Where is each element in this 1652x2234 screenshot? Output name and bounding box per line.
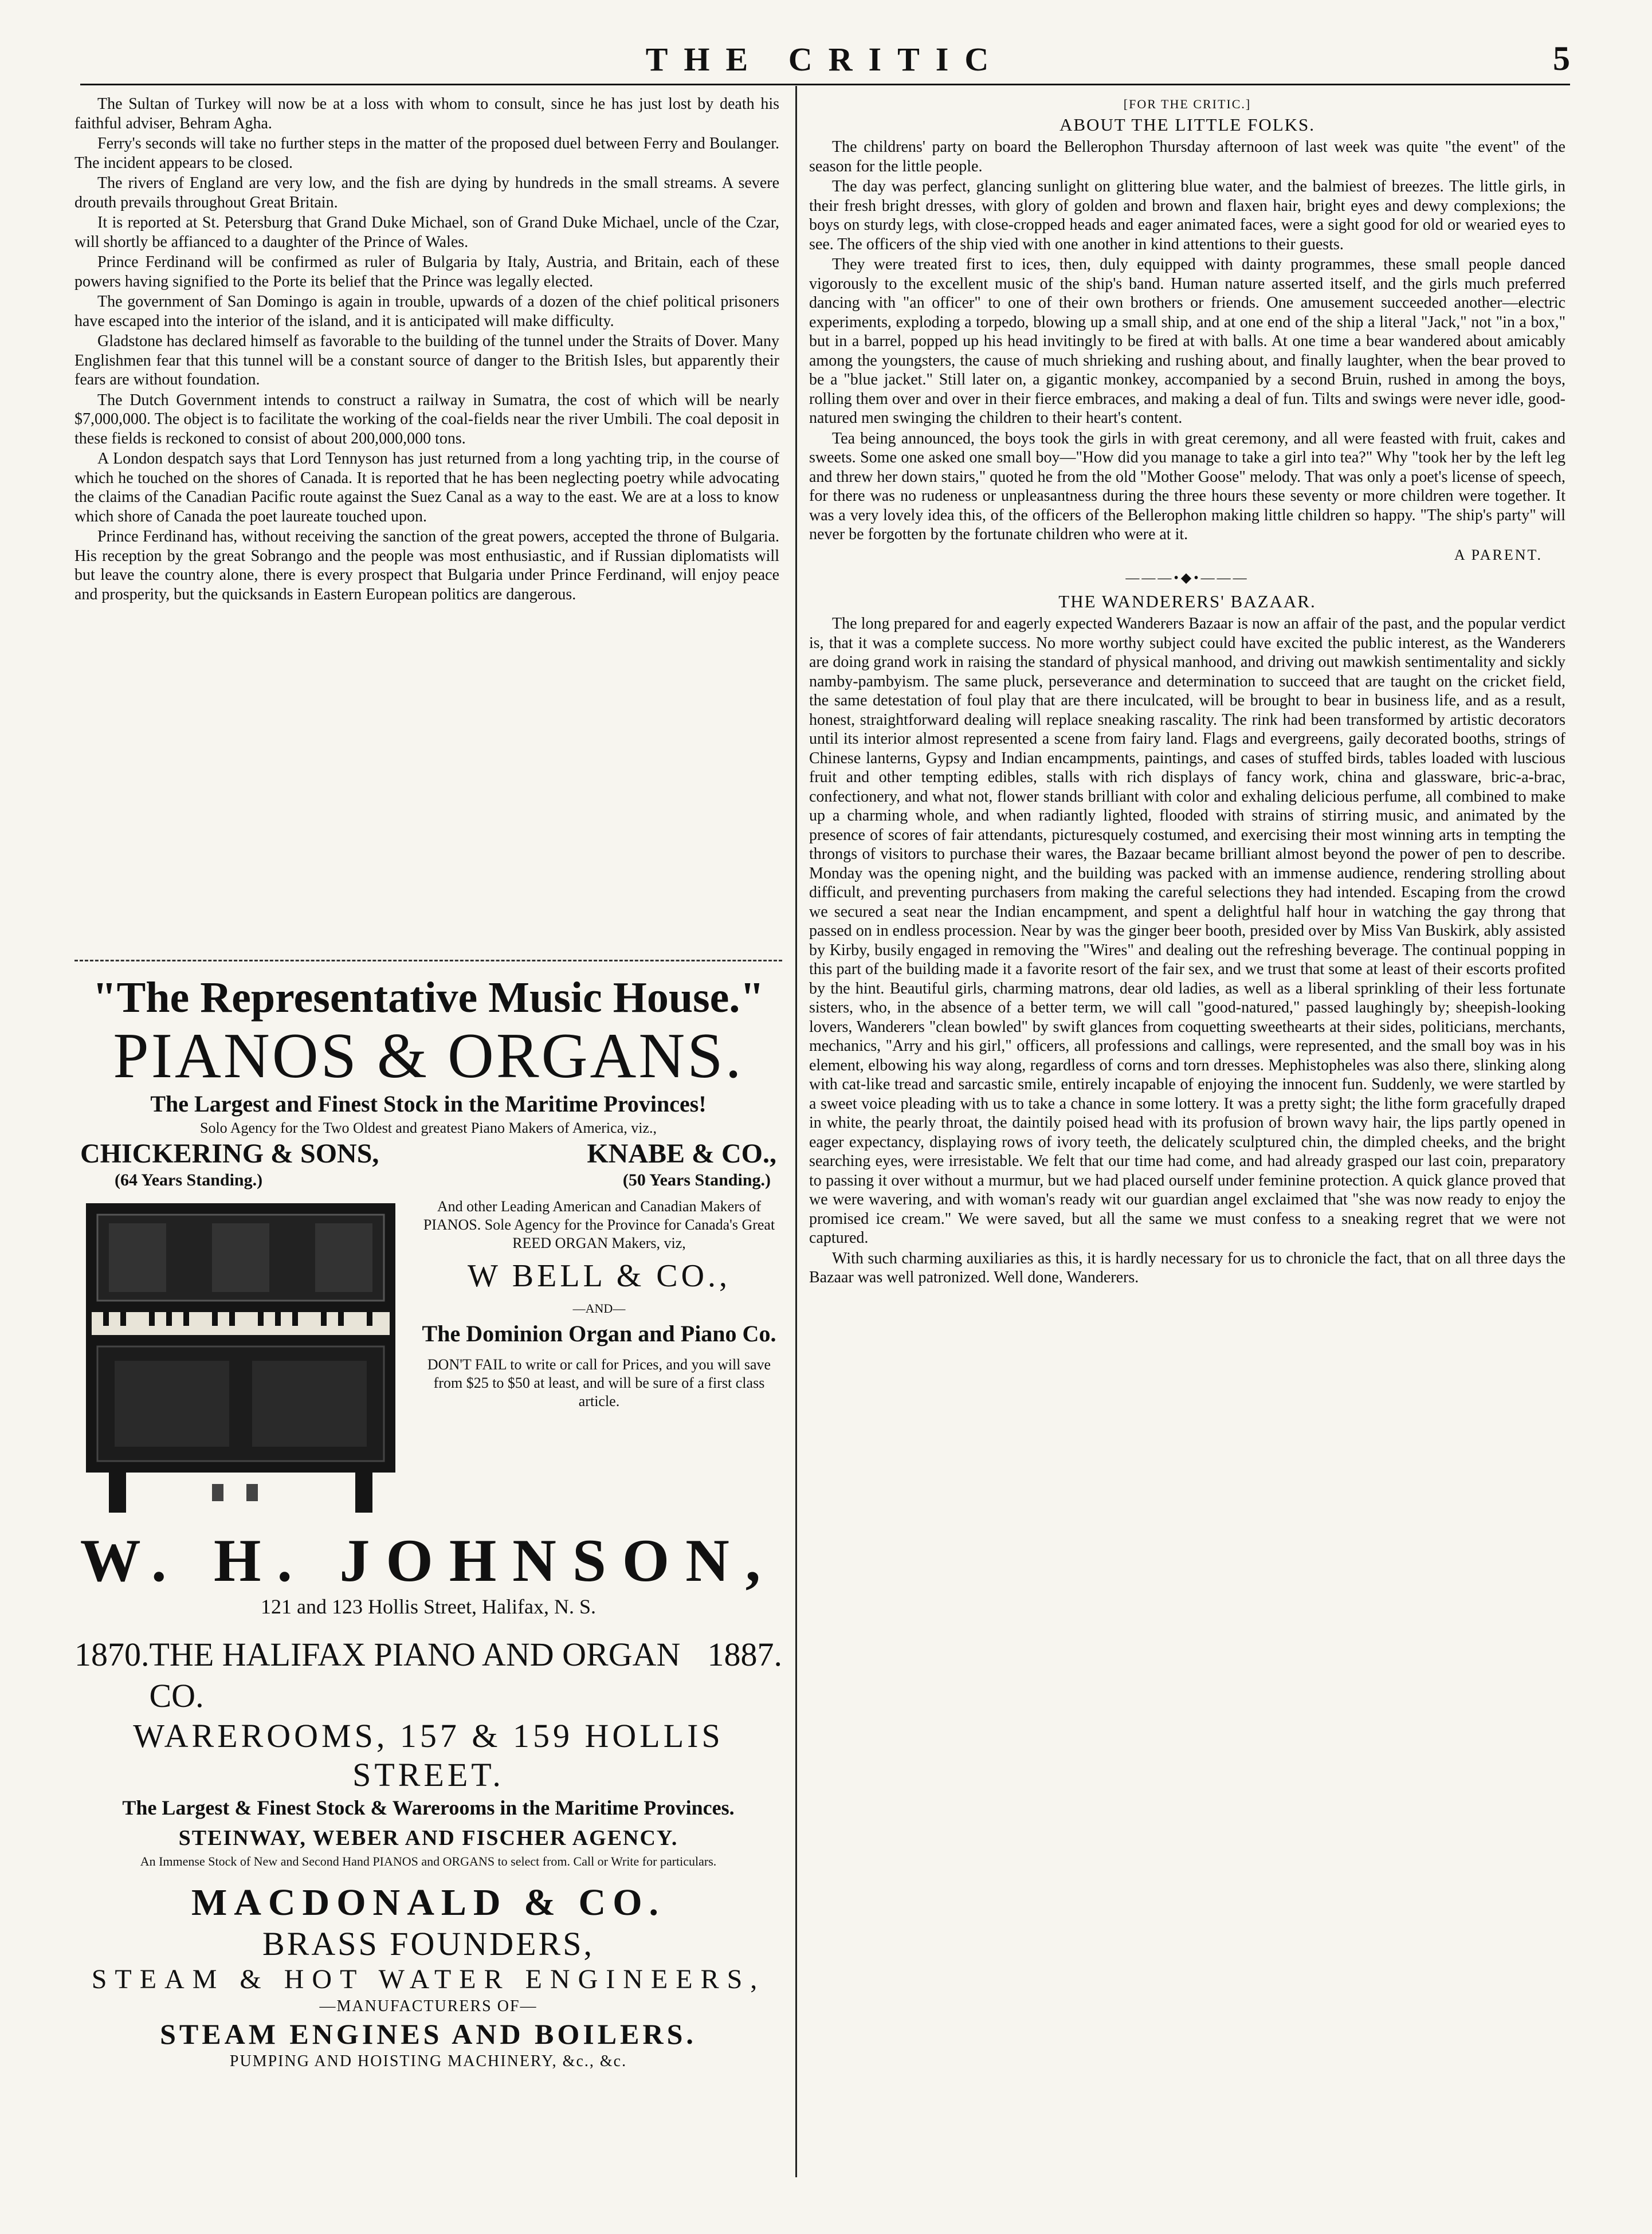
little-folks-signature: A PARENT.: [1454, 546, 1543, 563]
ad-pianos-organs: PIANOS & ORGANS.: [113, 1020, 744, 1092]
news-paragraph: Prince Ferdinand will be confirmed as ruler of Bulgaria by Italy, Austria, and Britain, each of these powers having signified to the Porte its belief that the Prince was legally elected.: [74, 253, 779, 290]
little-folks-title: ABOUT THE LITTLE FOLKS.: [1059, 114, 1316, 135]
ad-immense-stock: An Immense Stock of New and Second Hand PIANOS and ORGANS to select from. Call or Write for particulars.: [140, 1854, 717, 1868]
ad-johnson-name: W. H. JOHNSON,: [80, 1527, 777, 1594]
ad-agency: Solo Agency for the Two Oldest and greatest Piano Makers of America, viz.,: [199, 1120, 657, 1136]
ad-halifax-line: [74, 1634, 782, 1717]
ad-warerooms: WAREROOMS, 157 & 159 HOLLIS STREET.: [133, 1717, 724, 1793]
little-folks-paragraph: The day was perfect, glancing sunlight on glittering blue water, and the balmiest of breezes. The little girls, in their fresh bright dresses, with glory of golden and brown and flaxen hair, bright eyes and dewy complexions; the boys on sturdy legs, with close-cropped heads and eager animated faces, were a sight good for old or wearied eyes to see. The officers of the ship vied with one another in kind attentions to their guests.: [809, 178, 1565, 253]
little-folks-paragraph: The childrens' party on board the Bellerophon Thursday afternoon of last week was quite "the event" of the season for the little people.: [809, 138, 1565, 175]
ad-other-makers: And other Leading American and Canadian Makers of PIANOS. Sole Agency for the Province for Canada's Great REED ORGAN Makers, viz,: [423, 1198, 775, 1251]
right-column: [809, 95, 1565, 1289]
little-folks-paragraph: They were treated first to ices, then, duly equipped with dainty programmes, these small people danced vigorously to the excellent music of the ship's band. Human nature asserted itself, and the girls much preferred dancing with "an officer" to one of their own brothers or friends. One amusement succeeded another—electric experiments, exploding a torpedo, blowing up a small ship, and at one end of the ship a literal "Jack," not "in a box," but in a barrel, popped up his head invitingly to be fired at with balls. At one time a bear wandered about amicably among the youngsters, the cause of much shrieking and rushing about, and finally laughter, when the bear proved to be a "blue jacket." Still later on, a gigantic monkey, accompanied by a second Bruin, rushed in among the boys, rolling them over and over in their fierce embraces, and making a deal of fun. Tilts and swings were never idle, good-natured men swinging the children to their heart's content.: [809, 256, 1565, 427]
little-folks-paragraph: Tea being announced, the boys took the girls in with great ceremony, and all were feasted with fruit, cakes and sweets. Some one asked one small boy—"How did you manage to take a girl into tea?" Why "took her by the left leg and threw her down stairs," quoted he from the old "Mother Goose" melody. That was only a poet's license of speech, for there was no rudeness or unpleasantness during the three hours these seventy or more children were together. It was a very lovely idea this, of the officers of the Bellerophon making little children so happy. "The ship's party" will never be forgotten by the fortunate children who were at it.: [809, 429, 1565, 543]
upright-piano-illustration: [74, 1198, 407, 1518]
ad-middle: [74, 1198, 782, 1518]
ad-steam-engineers: STEAM & HOT WATER ENGINEERS,: [91, 1964, 766, 1994]
little-folks-kicker: [FOR THE CRITIC.]: [1123, 97, 1251, 111]
ad-and: —AND—: [572, 1301, 626, 1316]
ad-makers: [74, 1138, 782, 1170]
ad-largest-warerooms: The Largest & Finest Stock & Warerooms in the Maritime Provinces.: [122, 1796, 735, 1819]
bazaar-title: THE WANDERERS' BAZAAR.: [1058, 591, 1316, 611]
masthead-rule: [80, 84, 1570, 85]
news-briefs-column: [74, 95, 779, 605]
news-paragraph: The rivers of England are very low, and the fish are dying by hundreds in the small streams. A severe drouth prevails throughout Great Britain.: [74, 174, 779, 211]
ad-top-rule: [74, 960, 782, 961]
ad-steinway-agency: STEINWAY, WEBER AND FISCHER AGENCY.: [178, 1826, 678, 1850]
ad-pumping: PUMPING AND HOISTING MACHINERY, &c., &c.: [229, 2052, 627, 2070]
ad-years-knabe: (50 Years Standing.): [622, 1171, 771, 1189]
ad-years: [74, 1170, 782, 1191]
ad-headline: "The Representative Music House.": [92, 973, 764, 1022]
ad-bell-co: W BELL & CO.,: [467, 1258, 731, 1294]
news-paragraph: Prince Ferdinand has, without receiving the sanction of the great powers, accepted the throne of Bulgaria. His reception by the great Sobrango and the people was most enthusiastic, and if Russian diplomatists will but leave the country alone, there is every prospect that Bulgaria under Prince Ferdinand, will enjoy peace and prosperity, but the quicksands in Eastern European politics are dangerous.: [74, 528, 779, 603]
music-house-advertisement: [74, 960, 782, 2174]
ad-maker-chickering: CHICKERING & SONS,: [80, 1138, 379, 1169]
bazaar-paragraph: The long prepared for and eagerly expected Wanderers Bazaar is now an affair of the past, and the popular verdict is, that it was a complete success. No more worthy subject could have excited the public interest, as the Wanderers are doing grand work in raising the standard of physical manhood, and driving out mawkish sentimentality and sickly namby-pambyism. The same pluck, perseverance and determination to succeed that are taught on the cricket field, the same detestation of foul play that are there inculcated, will be brought to bear in business life, and as a result, honest, straightforward dealing will replace sneaking rascality. The rink had been transformed by artistic decorators until its interior almost represented a scene from fairy land. Flags and evergreens, gaily decorated booths, strings of Chinese lanterns, Gypsy and Indian encampments, paintings, and cases of stuffed birds, tables loaded with luscious fruit and other tempting edibles, stalls with rich displays of fancy work, china and glassware, bric-a-brac, confectionery, and what not, flower stands brilliant with color and exhaling delicious perfume, all combined to make up a charming whole, and when radiantly lighted, flooded with strains of stirring music, and animated by the presence of scores of fair attendants, picturesquely costumed, and exercising their most winning arts in tempting the throngs of visitors to purchase their wares, the Bazaar became brilliant almost beyond the power of pen to describe. Monday was the opening night, and the building was packed with an immense audience, rendering strolling about difficult, and preventing purchasers from making the careful selections they had intended. Escaping from the crowd we secured a seat near the Indian encampment, and spent a delightful half hour in watching the gay throng that passed on in endless procession. Near by was the ginger beer booth, presided over by Miss Van Buskirk, ably assisted by Kirby, busily engaged in removing the "Wires" and dealing out the refreshing beverage. The continual popping in this part of the building made it a favorite resort of the fair sex, and we trust that some at least of their escorts profited by the hint. Beautiful girls, charming matrons, dear old ladies, as well as a liberal sprinkling of their less fortunate sisters, who, in the absence of a better term, we will call "good-natured," passed laughingly by; sheepish-looking lovers, Wanderers "clean bowled" by swift glances from coquetting sweethearts at their sides, politicians, merchants, mechanics, "Arry and his girl," officers, all professions and callings, were represented, and the small boy was in his element, elbowing his way along, regardless of corns and torn dresses. Mephistopheles was also there, slinking along with cat-like tread and sarcastic smile, entirely incapable of enjoying the innocent fun. Suddenly, we were startled by a sweet voice pleading with us to take a chance in some lottery. It was a pretty sight; the lithe form gracefully draped in white, the pearly throat, the daintily poised head with its profusion of brown wavy hair, the lips partly opened in eager expectancy, displaying rows of ivory teeth, the delicately sculptured chin, the dimpled cheeks, and the bright searching eyes, were irresistable. We felt that our time had come, and had already grasped our last coin, preparatory to passing it over without a murmur, but we had placed ourself under feminine protection. A quick glance proved that we were wavering, and with woman's ready wit our guardian angel exclaimed that "she was now ready to enjoy the promised ice cream." We were saved, but all the same we must confess to a sneaking regret that we were not captured.: [809, 615, 1565, 1247]
ad-side-text: [407, 1198, 782, 1518]
ad-company: THE HALIFAX PIANO AND ORGAN CO.: [149, 1636, 681, 1714]
ad-manufacturers: —MANUFACTURERS OF—: [319, 1997, 537, 2015]
ad-years-chickering: (64 Years Standing.): [115, 1171, 263, 1189]
ad-dont-fail: DON'T FAIL to write or call for Prices, and you will save from $25 to $50 at least, and will be sure of a first class article.: [427, 1356, 771, 1409]
news-paragraph: The Sultan of Turkey will now be at a loss with whom to consult, since he has just lost by death his faithful adviser, Behram Agha.: [74, 95, 779, 132]
page-title: THE CRITIC: [645, 41, 1005, 78]
news-paragraph: It is reported at St. Petersburg that Grand Duke Michael, son of Grand Duke Michael, uncle of the Czar, will shortly be affianced to a daughter of the Prince of Wales.: [74, 214, 779, 251]
news-paragraph: Gladstone has declared himself as favorable to the building of the tunnel under the Straits of Dover. Many Englishmen fear that this tunnel will be a constant source of danger to the British Isles, but apparently their fears are without foundation.: [74, 332, 779, 388]
news-paragraph: The government of San Domingo is again in trouble, upwards of a dozen of the chief political prisoners have escaped into the interior of the island, and it is anticipated will make difficulty.: [74, 293, 779, 330]
article-separator: ———•◆•———: [1125, 571, 1249, 586]
ad-year-end: 1887.: [707, 1636, 782, 1673]
ad-johnson-address: 121 and 123 Hollis Street, Halifax, N. S.: [261, 1595, 596, 1618]
news-paragraph: Ferry's seconds will take no further steps in the matter of the proposed duel between Ferry and Boulanger. The incident appears to be closed.: [74, 135, 779, 172]
masthead: [80, 34, 1570, 80]
ad-year-start: 1870.: [74, 1636, 150, 1673]
news-paragraph: The Dutch Government intends to construct a railway in Sumatra, the cost of which will be nearly $7,000,000. The object is to facilitate the working of the coal-fields near the river Umbili. The coal deposit in these fields is reckoned to consist of about 200,000,000 tons.: [74, 391, 779, 447]
ad-maker-knabe: KNABE & CO.,: [587, 1138, 776, 1169]
ad-dominion: The Dominion Organ and Piano Co.: [422, 1321, 776, 1346]
bazaar-paragraph: With such charming auxiliaries as this, it is hardly necessary for us to chronicle the fact, that on all three days the Bazaar was well patronized. Well done, Wanderers.: [809, 1249, 1565, 1286]
ad-macdonald: MACDONALD & CO.: [191, 1882, 666, 1923]
ad-brass-founders: BRASS FOUNDERS,: [262, 1925, 594, 1962]
ad-engines-boilers: STEAM ENGINES AND BOILERS.: [160, 2018, 697, 2050]
ad-largest-stock: The Largest and Finest Stock in the Maritime Provinces!: [150, 1091, 707, 1117]
page-number: 5: [1553, 40, 1570, 77]
news-paragraph: A London despatch says that Lord Tennyson has just returned from a long yachting trip, in the course of which he touched on the shores of Canada. It is reported that he has been neglecting poetry while advocating the claims of the Canadian Pacific route against the Suez Canal as a way to the east. We are at a loss to know which shore of Canada the poet laureate touched upon.: [74, 450, 779, 525]
column-divider: [795, 86, 797, 2177]
